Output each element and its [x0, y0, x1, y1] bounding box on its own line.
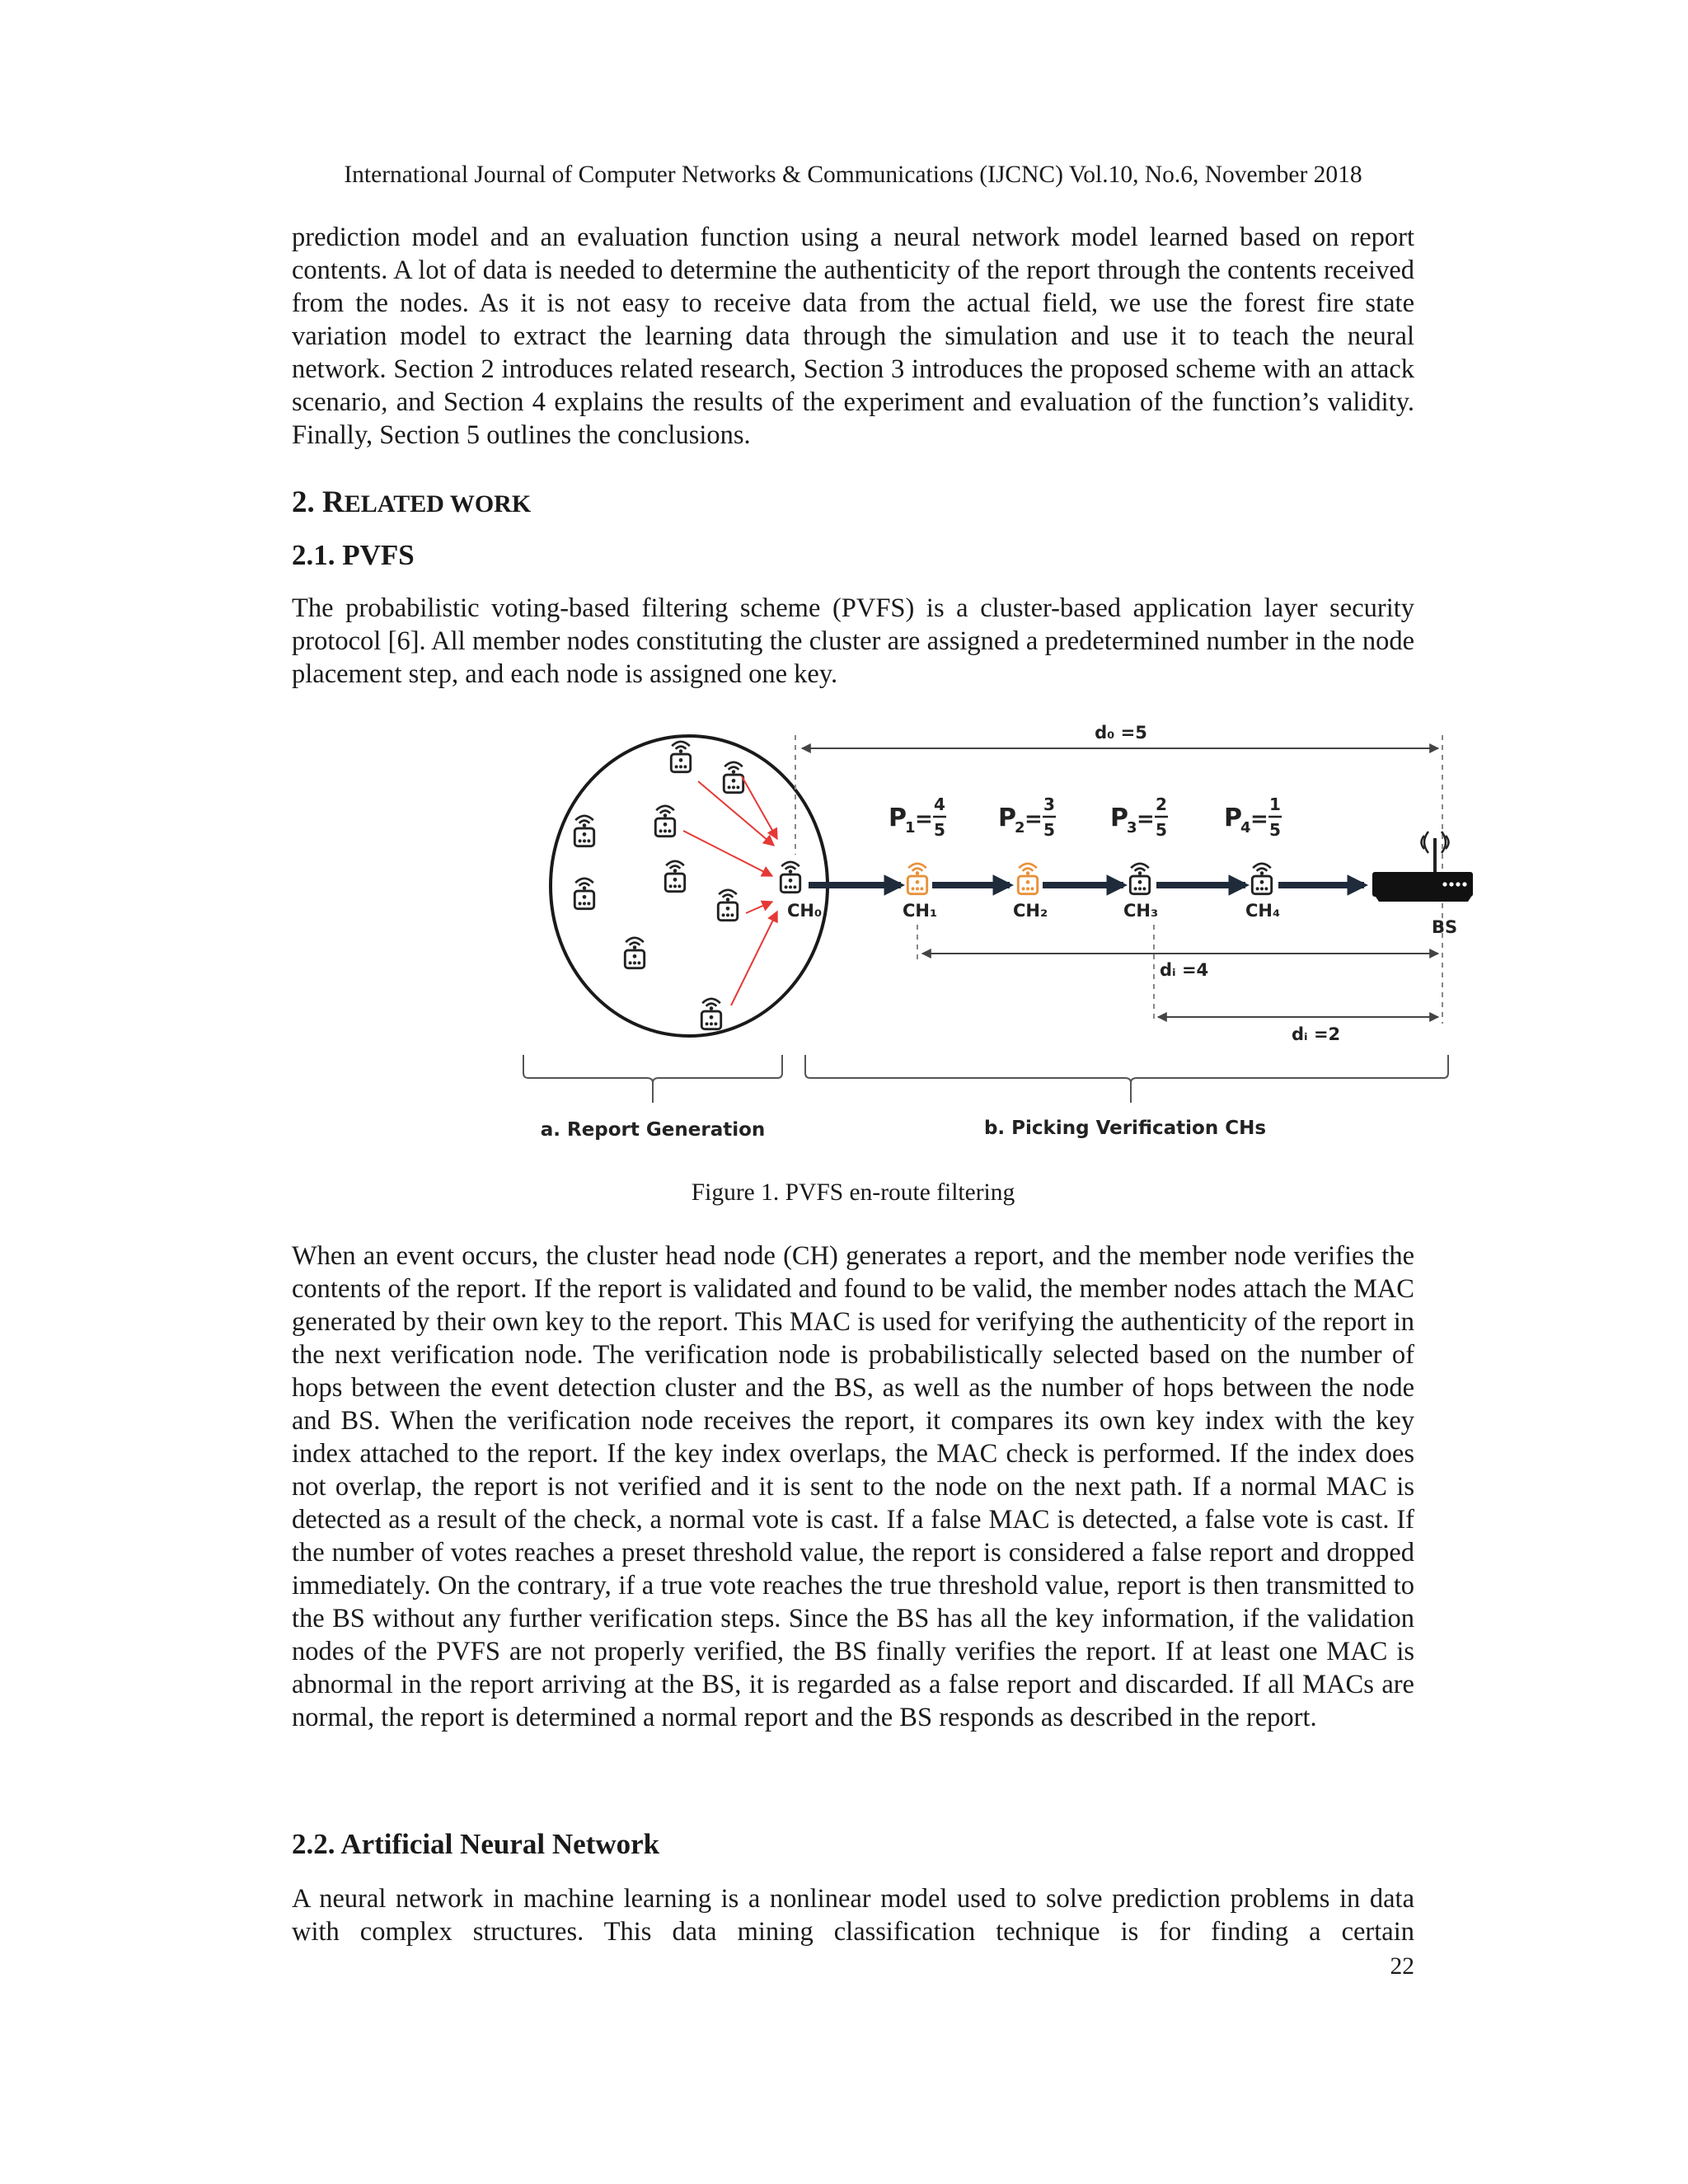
probability-name: P	[1110, 804, 1128, 832]
pvfs-paragraph-block	[292, 592, 1414, 691]
pvfs-paragraph-2: When an event occurs, the cluster head node (CH) generates a report, and the member node verifies the contents of the report. If the report is validated and found to be valid, the member nodes attach the MAC generated by their own key to the report. This MAC is used for verifying the authenticity of the report in the next verification node. The verification node is probabilistically selected based on the number of hops between the event detection cluster and the BS, as well as the number of hops between the node and BS. When the verification node receives the report, it compares its own key index with the key index attached to the report. If the key index overlaps, the MAC check is performed. If the index does not overlap, the report is not verified and it is sent to the node on the next path. If a normal MAC is detected as a result of the check, a normal vote is cast. If a false MAC is detected, a false vote is cast. If the number of votes reaches a preset threshold value, the report is considered a false report and dropped immediately. On the contrary, if a true vote reaches the true threshold value, report is then transmitted to the BS without any further verification steps. Since the BS has all the key information, if the validation nodes of the PVFS are not properly verified, the BS finally verifies the report. If at least one MAC is abnormal in the report arriving at the BS, it is regarded as a false report and discarded. If all MACs are normal, the report is determined a normal report and the BS responds as described in the report.	[292, 1241, 1414, 1732]
probability-numerator: 2	[1156, 794, 1167, 814]
probability-numerator: 3	[1043, 794, 1055, 814]
member-node-icon	[574, 816, 593, 846]
section-2-2-heading	[292, 1828, 1414, 1861]
section-2-1-heading	[292, 539, 1414, 572]
probability-equals: =	[1025, 807, 1043, 832]
member-node-icon	[724, 762, 743, 793]
probability-name: P	[889, 804, 907, 832]
probability-subscript: 2	[1015, 819, 1025, 837]
probability-denominator: 5	[1269, 820, 1281, 840]
probability-denominator: 5	[934, 820, 945, 840]
ch2-label: CH₂	[1013, 901, 1048, 921]
section-2-1-title: 2.1. PVFS	[292, 539, 415, 571]
dashed-guides	[795, 735, 1442, 1024]
ann-paragraph: A neural network in machine learning is a nonlinear model used to solve prediction problems in data with complex structures. This data mining classification technique is for finding a certain	[292, 1884, 1414, 1947]
probability-p4	[1224, 794, 1282, 840]
section-2-2-title: 2.2. Artificial Neural Network	[292, 1828, 660, 1860]
ch-labels	[903, 901, 1280, 921]
base-station-icon	[1372, 832, 1473, 902]
probability-p2	[998, 794, 1056, 840]
probability-denominator: 5	[1043, 820, 1055, 840]
probability-equals: =	[1250, 807, 1268, 832]
ch0-label: CH₀	[787, 901, 823, 921]
probability-denominator: 5	[1156, 820, 1167, 840]
ch0-node-icon	[781, 862, 799, 893]
ch4-label: CH₄	[1245, 901, 1281, 921]
page-number: 22	[1390, 1953, 1414, 1980]
running-header: International Journal of Computer Networks & Communications (IJCNC) Vol.10, No.6, November 2018	[344, 162, 1362, 188]
probability-subscript: 1	[905, 819, 916, 837]
pvfs-figure	[375, 710, 1644, 1169]
ch1-label: CH₁	[903, 901, 938, 921]
probability-p1	[889, 794, 946, 840]
probability-equals: =	[1137, 807, 1155, 832]
d0-label: d₀ =5	[1095, 723, 1147, 743]
figure-caption: Figure 1. PVFS en-route filtering	[691, 1179, 1015, 1206]
section-2-title-first: R	[322, 485, 345, 519]
label-picking-verification: b. Picking Verification CHs	[983, 1118, 1267, 1139]
probability-p3	[1110, 794, 1168, 840]
member-nodes	[574, 742, 743, 1029]
pvfs-paragraph: The probabilistic voting-based filtering scheme (PVFS) is a cluster-based application layer security protocol [6]. All member nodes constituting the cluster are assigned a predetermined number in the node placement step, and each node is assigned one key.	[292, 593, 1414, 689]
section-2-title-rest: ELATED WORK	[344, 490, 532, 518]
probability-subscript: 3	[1127, 819, 1137, 837]
di2-label: dᵢ =2	[1292, 1024, 1341, 1044]
member-node-icon	[655, 806, 674, 837]
label-report-generation: a. Report Generation	[540, 1119, 766, 1141]
ch4-node-icon	[1252, 864, 1271, 894]
member-node-icon	[701, 999, 720, 1029]
bs-label: BS	[1432, 917, 1458, 937]
probability-numerator: 1	[1269, 794, 1281, 814]
section-2-heading	[292, 485, 1414, 520]
intro-paragraph-block	[292, 221, 1414, 452]
braces	[523, 1055, 1448, 1103]
probability-subscript: 4	[1240, 819, 1251, 837]
member-node-icon	[574, 879, 593, 909]
di4-label: dᵢ =4	[1160, 960, 1209, 980]
member-node-icon	[671, 742, 690, 772]
ch3-node-icon	[1130, 864, 1149, 894]
member-node-icon	[718, 890, 737, 921]
intro-paragraph: prediction model and an evaluation function using a neural network model learned based on report contents. A lot of data is needed to determine the authenticity of the report through the contents received from the nodes. As it is not easy to receive data from the actual field, we use the forest fire state variation model to extract the learning data through the simulation and use it to teach the neural network. Section 2 introduces related research, Section 3 introduces the proposed scheme with an attack scenario, and Section 4 explains the results of the experiment and evaluation of the function’s validity. Finally, Section 5 outlines the conclusions.	[292, 223, 1414, 450]
probability-equals: =	[915, 807, 933, 832]
probabilities	[889, 794, 1282, 840]
probability-name: P	[998, 804, 1016, 832]
member-node-icon	[625, 938, 644, 968]
probability-name: P	[1224, 804, 1242, 832]
section-2-number: 2.	[292, 485, 322, 519]
member-node-icon	[665, 861, 684, 892]
ch1-node-icon	[907, 864, 926, 894]
pvfs-paragraph-2-block	[292, 1240, 1414, 1734]
probability-numerator: 4	[934, 794, 945, 814]
ch2-node-icon	[1018, 864, 1037, 894]
ann-paragraph-block	[292, 1882, 1414, 1948]
ch3-label: CH₃	[1123, 901, 1159, 921]
